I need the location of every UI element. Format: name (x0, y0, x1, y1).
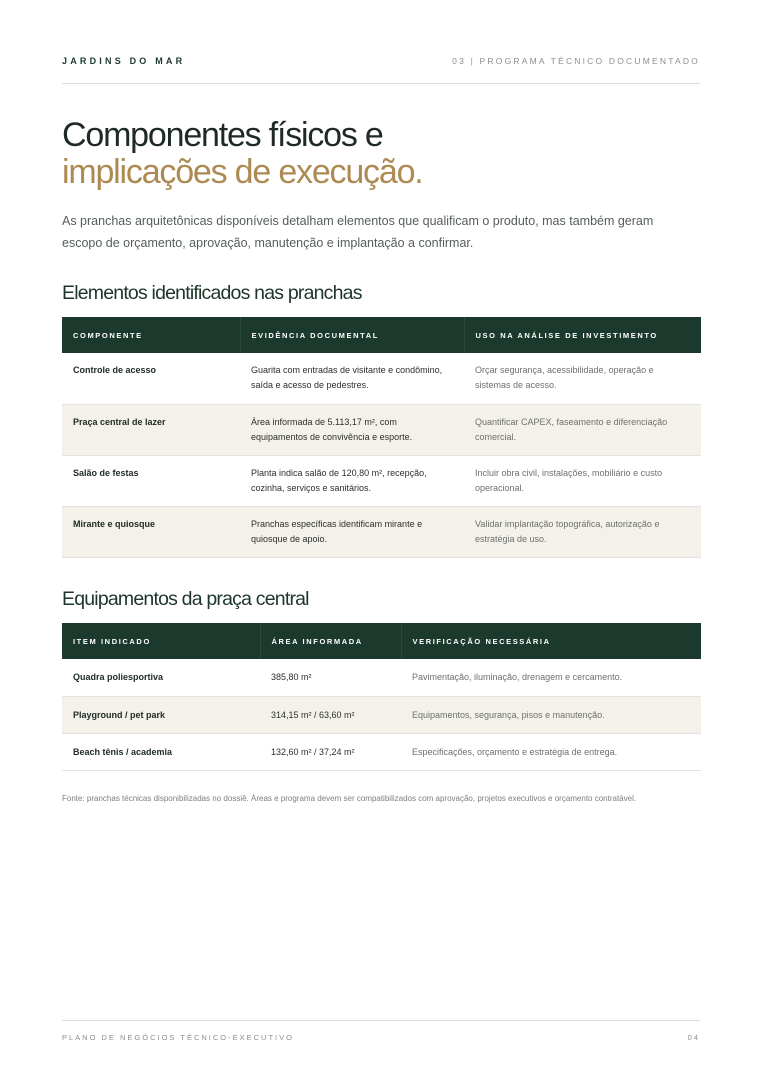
usage-cell: Orçar segurança, acessibilidade, operação e sistemas de acesso. (464, 353, 701, 404)
table-header-row (62, 623, 701, 659)
components-table (62, 317, 701, 558)
area-cell: 314,15 m² / 63,60 m² (260, 696, 401, 733)
item-cell: Quadra poliesportiva (62, 659, 260, 696)
table-row (62, 506, 701, 557)
column-header: EVIDÊNCIA DOCUMENTAL (240, 317, 464, 353)
item-cell: Beach tênis / academia (62, 733, 260, 770)
component-cell: Mirante e quiosque (62, 506, 240, 557)
table-row (62, 404, 701, 455)
component-cell: Salão de festas (62, 455, 240, 506)
column-header: USO NA ANÁLISE DE INVESTIMENTO (464, 317, 701, 353)
table-row (62, 696, 701, 733)
verification-cell: Equipamentos, segurança, pisos e manutenção. (401, 696, 701, 733)
table-row (62, 353, 701, 404)
usage-cell: Incluir obra civil, instalações, mobiliário e custo operacional. (464, 455, 701, 506)
evidence-cell: Área informada de 5.113,17 m², com equipamentos de convivência e esporte. (240, 404, 464, 455)
footer-document-title: PLANO DE NEGÓCIOS TÉCNICO-EXECUTIVO (62, 1033, 294, 1042)
component-cell: Praça central de lazer (62, 404, 240, 455)
area-cell: 132,60 m² / 37,24 m² (260, 733, 401, 770)
equipment-table (62, 623, 701, 771)
component-cell: Controle de acesso (62, 353, 240, 404)
page-number: 04 (687, 1033, 700, 1042)
evidence-cell: Planta indica salão de 120,80 m², recepção, cozinha, serviços e sanitários. (240, 455, 464, 506)
column-header: COMPONENTE (62, 317, 240, 353)
title-line-2: implicações de execução. (62, 153, 423, 191)
item-cell: Playground / pet park (62, 696, 260, 733)
column-header: ITEM INDICADO (62, 623, 260, 659)
lead-paragraph: As pranchas arquitetônicas disponíveis detalham elementos que qualificam o produto, mas também geram escopo de orçamento, aprovação, manutenção e implantação a confirmar. (62, 214, 654, 250)
verification-cell: Especificações, orçamento e estratégia de entrega. (401, 733, 701, 770)
evidence-cell: Pranchas específicas identificam mirante e quiosque de apoio. (240, 506, 464, 557)
source-note: Fonte: pranchas técnicas disponibilizadas no dossiê. Áreas e programa devem ser compatibilizados com aprovação, projetos executivos e orçamento contratável. (62, 794, 637, 803)
title-line-1: Componentes físicos e (62, 116, 383, 154)
column-header: VERIFICAÇÃO NECESSÁRIA (401, 623, 701, 659)
table-row (62, 733, 701, 770)
page-title (62, 117, 423, 191)
page-footer (62, 1020, 700, 1042)
table-row (62, 659, 701, 696)
section-heading-elements: Elementos identificados nas pranchas (62, 282, 362, 304)
usage-cell: Quantificar CAPEX, faseamento e diferenciação comercial. (464, 404, 701, 455)
column-header: ÁREA INFORMADA (260, 623, 401, 659)
page-header (62, 56, 700, 84)
table-row (62, 455, 701, 506)
usage-cell: Validar implantação topográfica, autorização e estratégia de uso. (464, 506, 701, 557)
section-label: 03 | PROGRAMA TÉCNICO DOCUMENTADO (452, 56, 700, 66)
table-header-row (62, 317, 701, 353)
verification-cell: Pavimentação, iluminação, drenagem e cercamento. (401, 659, 701, 696)
evidence-cell: Guarita com entradas de visitante e condômino, saída e acesso de pedestres. (240, 353, 464, 404)
brand-name: JARDINS DO MAR (62, 56, 186, 66)
area-cell: 385,80 m² (260, 659, 401, 696)
section-heading-equipment: Equipamentos da praça central (62, 588, 309, 610)
